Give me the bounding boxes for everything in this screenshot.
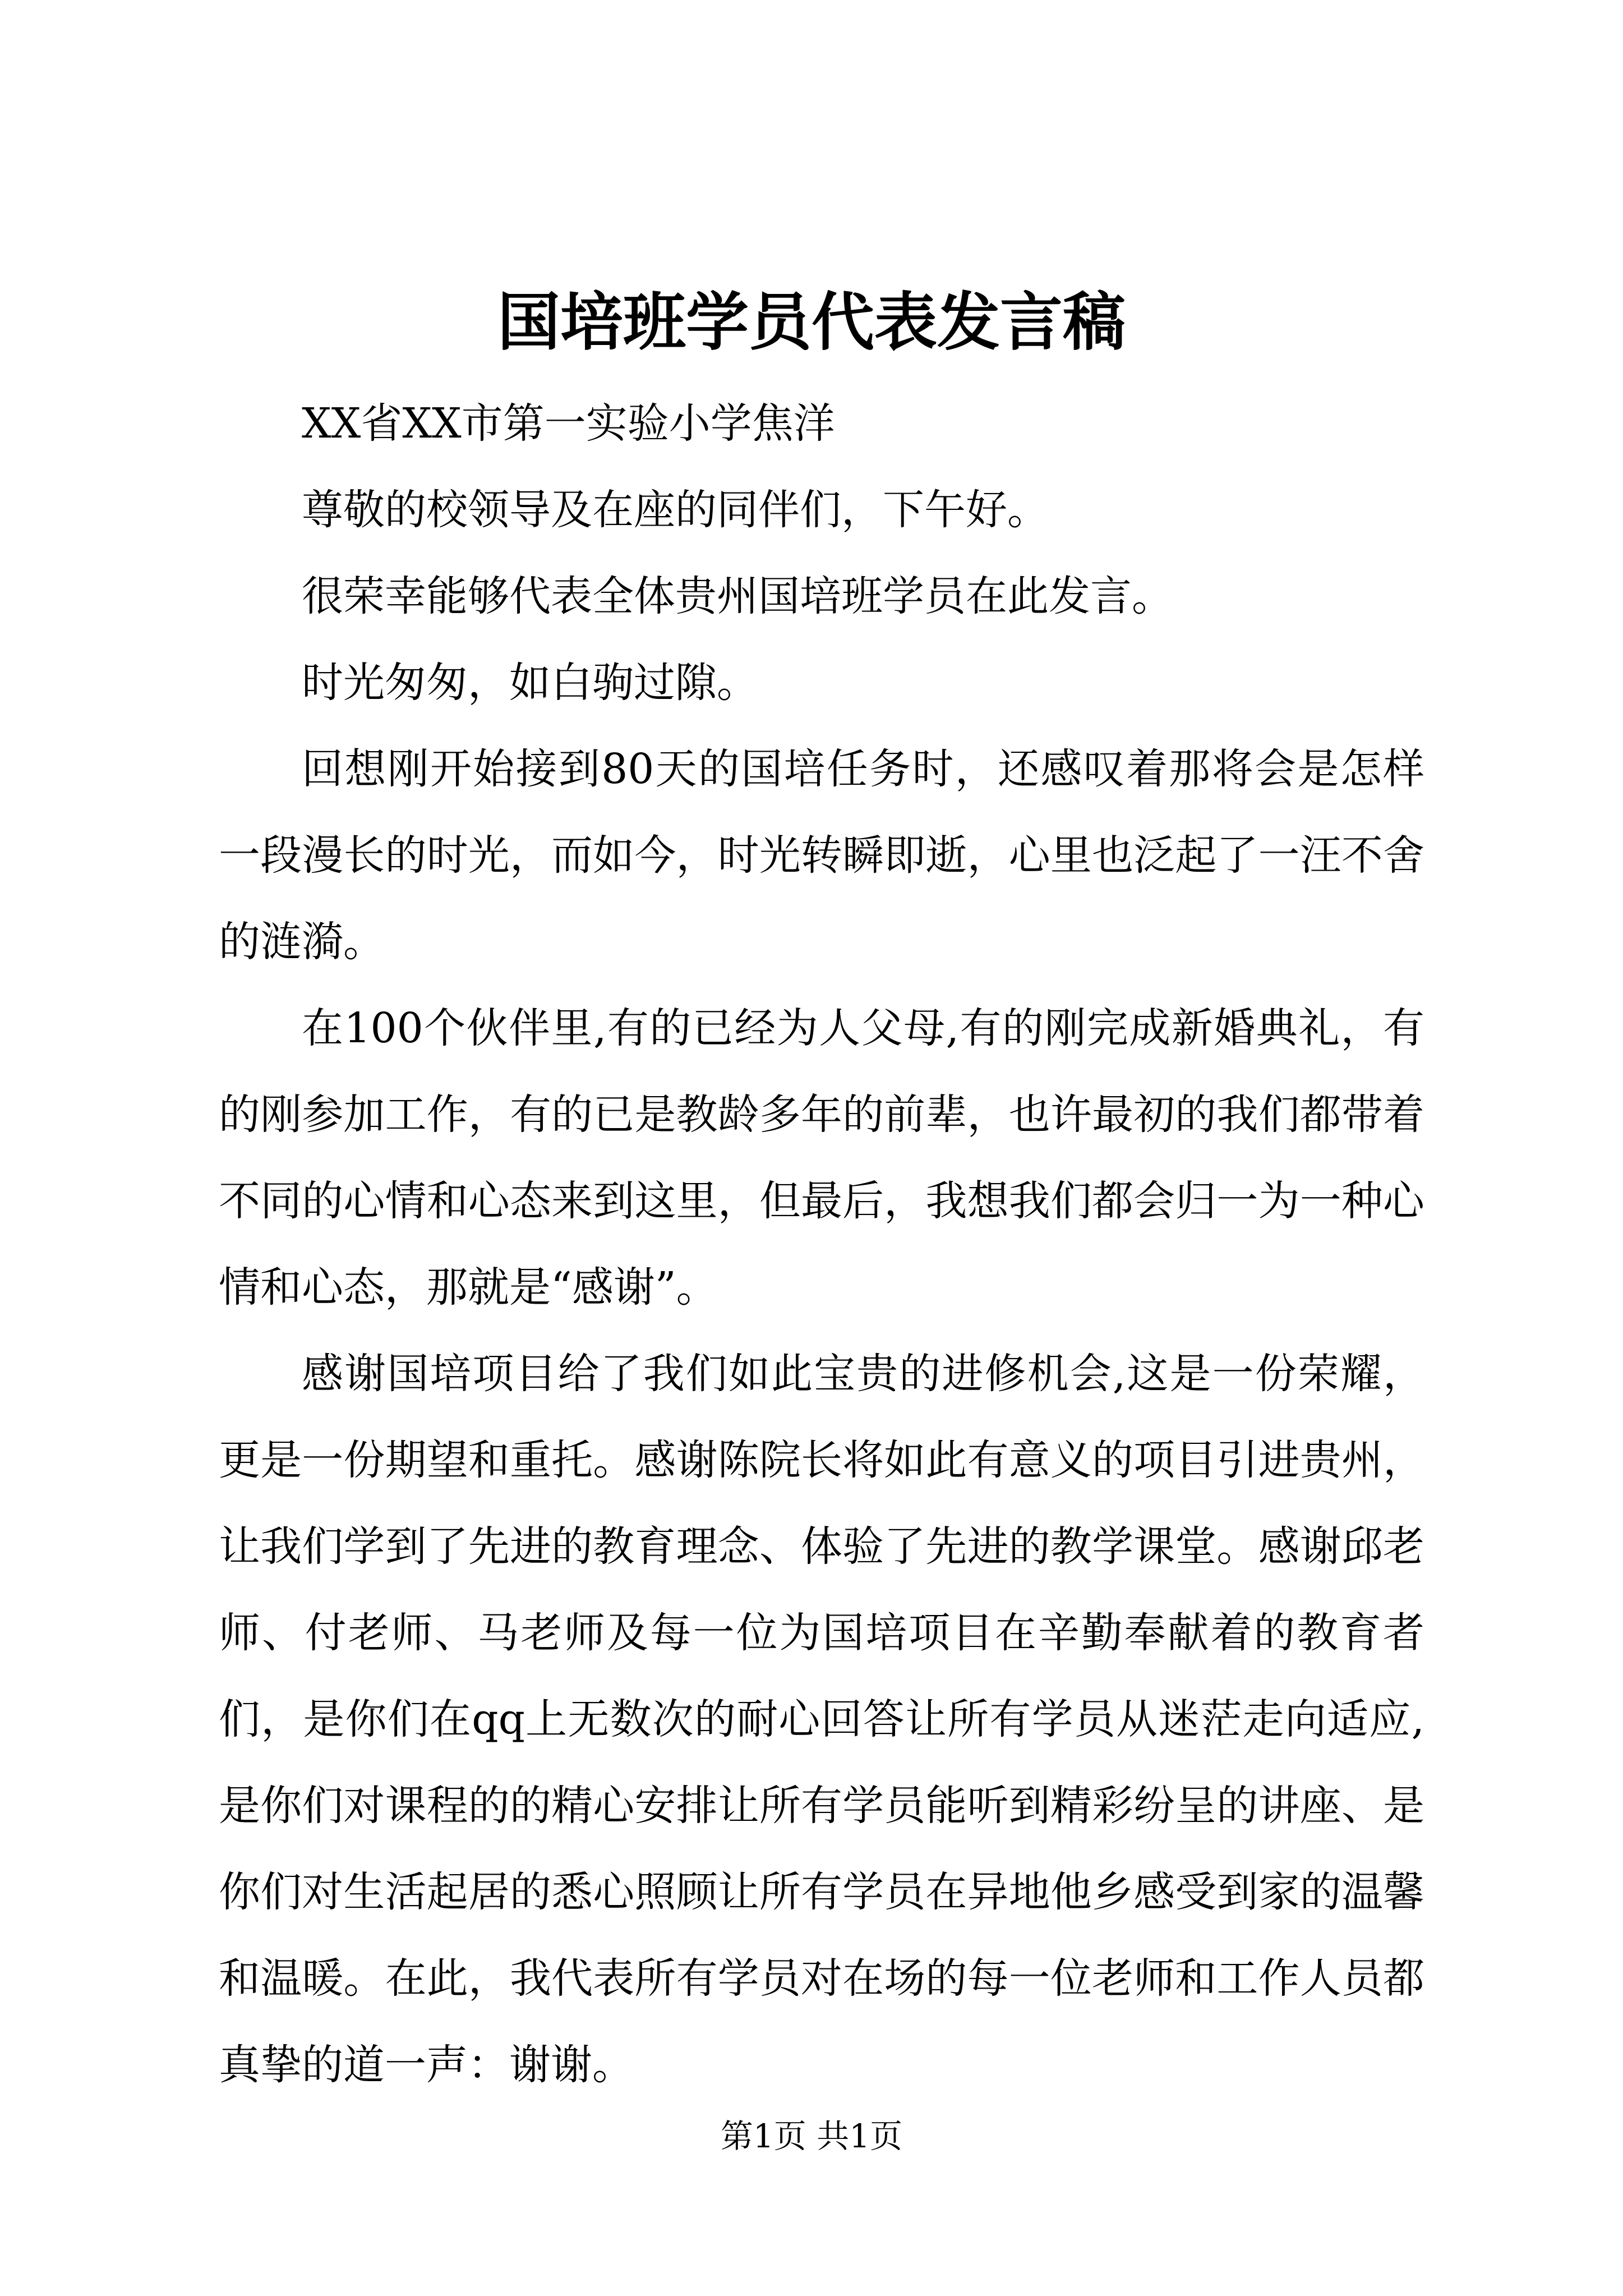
page-number-footer: 第1页 共1页 <box>720 2117 903 2155</box>
greeting-paragraph: 尊敬的校领导及在座的同伴们，下午好。 <box>302 486 1049 534</box>
document-title: 国培班学员代表发言稿 <box>497 286 1126 359</box>
intro-paragraph: 很荣幸能够代表全体贵州国培班学员在此发言。 <box>302 572 1173 620</box>
author-line: XX省XX市第一实验小学焦洋 <box>302 399 835 448</box>
document-body <box>219 380 1424 2108</box>
recall-paragraph: 回想刚开始接到80天的国培任务时，还感叹着那将会是怎样一段漫长的时光，而如今，时光转瞬即逝，心里也泛起了一汪不舍的涟漪。 <box>219 745 1424 966</box>
thanks-paragraph: 感谢国培项目给了我们如此宝贵的进修机会,这是一份荣耀，更是一份期望和重托。感谢陈院长将如此有意义的项目引进贵州，让我们学到了先进的教育理念、体验了先进的教学课堂。感谢邱老师、付老师、马老师及每一位为国培项目在辛勤奉献着的教育者们，是你们在qq上无数次的耐心回答让所有学员从迷茫走向适应,是你们对课程的的精心安排让所有学员能听到精彩纷呈的讲座、是你们对生活起居的悉心照顾让所有学员在异地他乡感受到家的温馨和温暖。在此，我代表所有学员对在场的每一位老师和工作人员都真挚的道一声：谢谢。 <box>219 1350 1424 2089</box>
time-paragraph: 时光匆匆，如白驹过隙。 <box>302 659 758 707</box>
partners-paragraph: 在100个伙伴里,有的已经为人父母,有的刚完成新婚典礼，有的刚参加工作，有的已是教龄多年的前辈，也许最初的我们都带着不同的心情和心态来到这里，但最后，我想我们都会归一为一种心情和心态，那就是“感谢”。 <box>219 1004 1424 1312</box>
